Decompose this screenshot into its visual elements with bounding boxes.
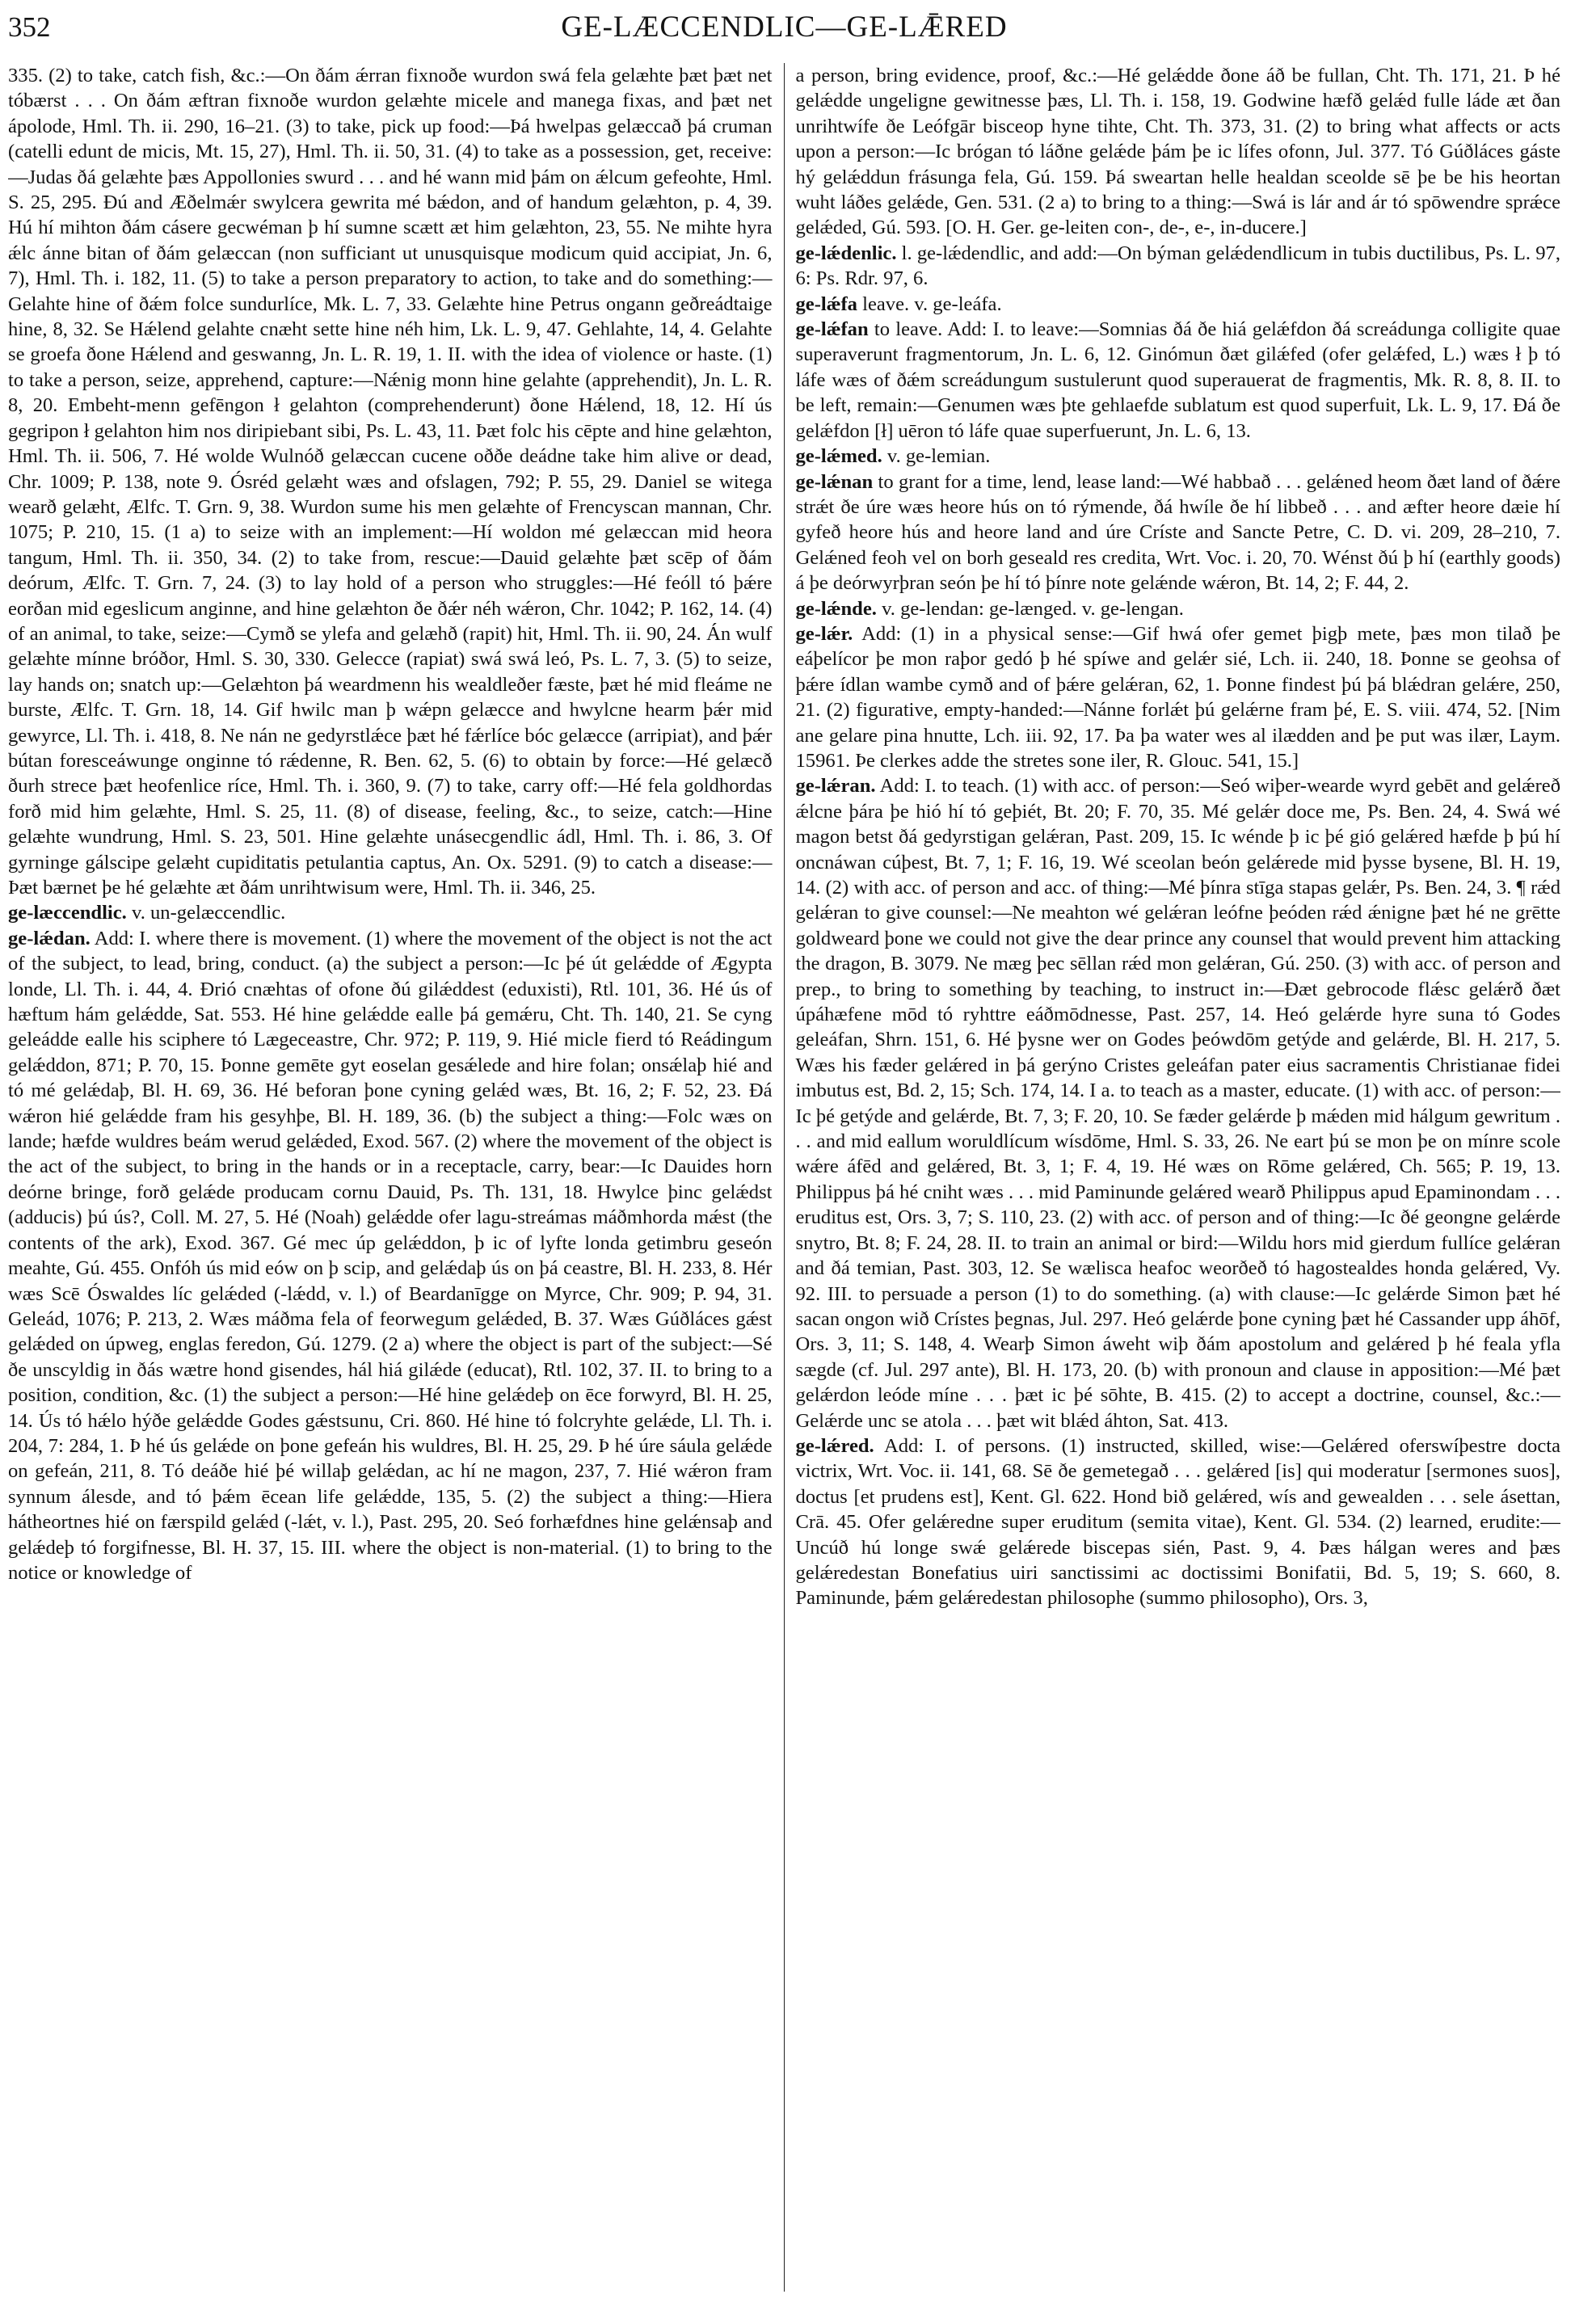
entry-text: l. ge-lǽdendlic, and add:—On býman gelǽdendlicum in tubis ductilibus, Ps. L. 97, 6: Ps. Rdr. 97, 6. [795, 242, 1560, 290]
entry-ge-laedan-continued [796, 63, 1561, 241]
entry-headword: ge-lǽred. [795, 1434, 874, 1457]
entry-ge-laered [796, 1433, 1561, 1611]
entry-ge-laeccan-continued [8, 63, 773, 900]
entry-ge-laedenlic [796, 241, 1561, 292]
entry-text: v. un-gelæccendlic. [126, 902, 286, 924]
entry-headword: ge-lǽr. [795, 622, 853, 645]
entry-text: 335. (2) to take, catch fish, &c.:—On ðám ǽrran fixnoðe wurdon swá fela gelæhte þæt þæt net tóbærst . . . On ðám æftran fixnoðe wurdon gelæhte micele and manega fixas, and þæt net ápolode, Hml. Th. ii. 290, 16–21. (3) to take, pick up food:—Þá hwelpas gelæccað þá cruman (catelli edunt de micis, Mt. 15, 27), Hml. Th. ii. 50, 31. (4) to take as a possession, get, receive:—Judas ðá gelæhte þæs Appollonies swurd . . . and hé wann mid þám on ǽlcum gefeohte, Hml. S. 25, 295. Ðú and Æðelmǽr swylcera gewrita mé bǽdon, and of handum gelæhton, p. 4, 39. Hú hí mihton ðám cásere gecwéman þ hí sumne scætt æt him gelæhton, 23, 55. Ne mihte hyra ǽlc ánne bitan of ðám gelæccan (non sufficiant ut unusquisque modicum quid accipiat, Jn. 6, 7), Hml. Th. i. 182, 11. (5) to take a person preparatory to action, to take and do something:—Gelahte hine of ðǽm folce sundurlíce, Mk. L. 7, 33. Gelæhte hine Petrus ongann geðreádtaige hine, 8, 32. Se Hǽlend gelahte cnæht sette hine néh him, Lk. L. 9, 47. Gehlahte, 14, 4. Gelahte se groefa ðone Hǽlend and geswanng, Jn. L. R. 19, 1. II. with the idea of violence or haste. (1) to take a person, seize, apprehend, capture:—Nǽnig monn hine gelahte (apprehendit), Jn. L. R. 8, 20. Embeht-menn gefēngon ł gelahton (comprehenderunt) ðone Hǽlend, 18, 12. Hí ús gegripon ł gelahton him nos diripiebant sibi, Ps. L. 43, 11. Þæt folc his cēpte and hine gelæhton, Hml. Th. ii. 506, 7. Hé wolde Wulnóð gelæccan cucene oððe deádne take him alive or dead, Chr. 1009; P. 138, note 9. Ósréd gelæht wæs and ofslagen, 792; P. 55, 29. Daniel se witega wearð gelæht, Ælfc. T. Grn. 9, 38. Wurdon sume his men gelæhte of Frencyscan mannan, Chr. 1075; P. 210, 15. (1 a) to seize with an implement:—Hí woldon mé gelæccan mid heora tangum, Hml. Th. ii. 350, 34. (2) to take from, rescue:—Dauid gelæhte þæt scēp of ðám deórum, Ælfc. T. Grn. 7, 24. (3) to lay hold of a person who struggles:—Hé feóll tó þǽre eorðan mid egeslicum anginne, and hine gelæhton ðe ðǽr néh wǽron, Chr. 1042; P. 162, 14. (4) of an animal, to take, seize:—Cymð se ylefa and gelæhð (rapit) hit, Hml. Th. ii. 90, 24. Án wulf gelæhte mínne bróðor, Hml. S. 30, 330. Gelecce (rapiat) swá swá leó, Ps. L. 7, 3. (5) to seize, lay hands on; snatch up:—Gelæhton þá weardmenn his wealdleðer fæste, þæt hé mid fleáme ne burste, Ælfc. T. Grn. 18, 14. Gif hwilc man þ wǽpn gelæcce and hwylcne hearm þǽr mid gewyrce, Ll. Th. i. 418, 8. Ne nán ne gedyrstlǽce þæt hé fǽrlíce bóc gelæcce (arripiat), and þǽr bútan foresceáwunge onginne tó rǽdenne, R. Ben. 62, 5. (6) to obtain by force:—Hé gelæcð ðurh strece þæt heofenlice ríce, Hml. Th. i. 360, 9. (7) to take, carry off:—Hé fela goldhordas forð mid him gelæhte, Hml. S. 25, 11. (8) of disease, feeling, &c., to seize, catch:—Hine gelæhte wundrung, Hml. S. 23, 501. Hine gelæhte unásecgendlic ádl, Hml. Th. i. 86, 3. Of gyrninge gálscipe gelæht cupiditatis petulantia captus, An. Ox. 5291. (9) to catch a disease:—Þæt bærnet þe hé gelæhte æt ðám unrihtwisum were, Hml. Th. ii. 346, 25. [8, 65, 773, 899]
entry-headword: ge-læccendlic. [8, 902, 127, 924]
entry-ge-laer [796, 621, 1561, 773]
entry-ge-laemed [796, 444, 1561, 469]
entry-text: Add: I. of persons. (1) instructed, skilled, wise:—Gelǽred oferswíþestre docta victrix, Wrt. Voc. ii. 141, 68. Sē ðe gemetegað . . . gelǽred [is] qui moderatur [sermones suos], doctus [et prudens est], Kent. Gl. 622. Hond bið gelǽred, wís and gewealden . . . sele ásettan, Crā. 45. Ofer gelǽredne super eruditum (semita vitae), Kent. Gl. 534. (2) learned, erudite:—Uncúð hú longe swǽ gelǽrede biscepas sién, Past. 9, 4. Þæs hálgan weres and þæs gelǽredestan Bonefatius uiri sanctissimi ac doctissimi Bonifatii, Bd. 5, 19; S. 660, 8. Paminunde, þǽm gelǽredestan philosophe (summo philosopho), Ors. 3, [795, 1434, 1560, 1610]
entry-ge-laefan [796, 317, 1561, 444]
entry-headword: ge-lǽfan [795, 318, 869, 341]
entry-text: Add: (1) in a physical sense:—Gif hwá ofer gemet þigþ mete, þæs mon tilað þe eáþelícor þe mon raþor gedó þ hé spíwe and gelǽr sié, Lch. ii. 240, 18. Þonne se geohsa of þǽre ídlan wambe cymð and of þǽre gelǽran, 62, 1. Þonne findest þú þá blǽdran gelǽre, 250, 21. (2) figurative, empty-handed:—Nánne forlǽt þú gelǽrne fram þé, E. S. viii. 474, 52. [Nim ane gelare pina hnutte, Lch. iii. 92, 17. Þa þa water wes al ilædden and þe put was ilær, Laym. 15961. Þe clerkes adde the stretes sone iler, R. Glouc. 541, 15.] [795, 622, 1560, 772]
entry-headword: ge-lǽfa [795, 293, 857, 315]
entry-text: to leave. Add: I. to leave:—Somnias ðá ðe hiá gelǽfdon ðá screádunga colligite quae superaverunt fragmentorum, Jn. L. 6, 12. Ginómun ðæt gilǽfed (ofer gelǽfed, L.) wæs ł þ tó láfe wæs of ðǽm screádungum sustulerunt quod superauerat de fragmentis, Mk. R. 8, 8. II. to be left, remain:—Genumen wæs þte gehlaefde sublatum est quod superfuit, Lk. L. 9, 17. Ðá ðe gelǽfdon [ł] uēron tó láfe quae superfuerunt, Jn. L. 6, 13. [795, 318, 1560, 442]
entry-ge-laefa [796, 292, 1561, 317]
entry-headword: ge-lǽmed. [795, 445, 882, 468]
entry-headword: ge-lǽdenlic. [795, 242, 897, 264]
entry-headword: ge-lǽdan. [8, 927, 91, 949]
entry-headword: ge-lǽnan [795, 470, 874, 493]
entry-headword: ge-lǽran. [795, 775, 876, 798]
entry-ge-laedan [8, 926, 773, 1586]
page-header [8, 10, 1560, 57]
left-column [8, 63, 785, 2292]
entry-text: v. ge-lendan: ge-længed. v. ge-lengan. [876, 597, 1184, 620]
page-number: 352 [8, 11, 51, 43]
two-column-body [8, 63, 1560, 2292]
right-column [785, 63, 1561, 2292]
entry-ge-laende [796, 596, 1561, 621]
entry-text: v. ge-lemian. [882, 445, 991, 468]
entry-text: leave. v. ge-leáfa. [857, 293, 1002, 315]
entry-ge-laeran [796, 773, 1561, 1433]
entry-text: Add: I. to teach. (1) with acc. of person:—Seó wiþer-wearde wyrd gebēt and gelǽreð ǽlcne þára þe hió hí tó geþiét, Bt. 20; F. 70, 35. Mé gelǽr doce me, Ps. Ben. 24, 4. Swá wé magon betst ðá gedyrstigan gelǽran, Past. 209, 15. Ic wénde þ ic þé gió gelǽred hæfde þ þú hí oncnáwan cúþest, Bt. 7, 1; F. 16, 19. Wé sceolan beón gelǽrede mid þysse bysene, Bl. H. 19, 14. (2) with acc. of person and acc. of thing:—Mé þínra stīga stapas gelǽr, Ps. Ben. 24, 3. ¶ rǽd gelǽran to give counsel:—Ne meahton wé gelǽran leófne þeóden rǽd ǽnigne þæt hé ne grētte goldweard þone we could not give the dear prince any counsel that would prevent him attacking the dragon, B. 3079. Ne mæg þec sēllan rǽd mon gelǽran, Gú. 250. (3) with acc. of person and prep., to bring to something by teaching, to instruct in:—Ðæt gebrocode flǽsc gelǽrð ðæt úpáhæfene mōd tó ryhttre eáðmōdnesse, Past. 257, 14. Heó gelǽrde hyre suna tó Godes geleáfan, Shrn. 151, 6. Hé þysne wer on Godes þeówdōm getýde and gelǽrde, Bl. H. 217, 5. Wæs his fæder gelǽred in þá gerýno Cristes geleáfan pater eius sacramentis Christianae fidei imbutus est, Bd. 2, 15; Sch. 174, 14. I a. to teach as a master, educate. (1) with acc. of person:—Ic þé getýde and gelǽrde, Bt. 7, 3; F. 20, 10. Se fæder gelǽrde þ mǽden mid hálgum gewritum . . . and mid eallum woruldlícum wísdōme, Hml. S. 33, 26. Ne eart þú se mon þe on mínre scole wǽre áfēd and gelǽred, Bt. 3, 1; F. 4, 19. Hé wæs on Rōme gelǽred, Ch. 565; P. 19, 13. Philippus þá hé cniht wæs . . . mid Paminunde gelǽred wearð Philippus apud Epaminondam . . . eruditus est, Ors. 3, 7; S. 110, 23. (2) with acc. of person and of thing:—Ic ðé geongne gelǽrde snytro, Bt. 8; F. 24, 28. II. to train an animal or bird:—Wildu hors mid gierdum fullíce gelǽran and ðá temian, Past. 303, 12. Se wælisca heafoc weorðeð tó hagostealdes honda gelǽred, Vy. 92. III. to persuade a person (1) to do something. (a) with clause:—Ic gelǽrde Simon þæt hé sacan ongon wið Crístes þegnas, Jul. 297. Heó gelǽrde þone cyning þæt hé Cassander upp áhōf, Ors. 3, 11; S. 148, 4. Wearþ Simon áweht wiþ ðám apostolum and gelǽred þ hé feala yfla sægde (cf. Jul. 297 ante), Bl. H. 173, 20. (b) with pronoun and clause in apposition:—Mé þæt gelǽrdon leóde míne . . . þæt ic þé sōhte, B. 415. (2) to accept a doctrine, counsel, &c.:—Gelǽrde unc se atola . . . þæt wit blǽd áhton, Sat. 413. [795, 775, 1560, 1432]
entry-text: a person, bring evidence, proof, &c.:—Hé gelǽdde ðone áð be fullan, Cht. Th. 171, 21. Þ hé gelǽdde ungeligne gewitnesse þæs, Ll. Th. i. 158, 19. Godwine hæfð gelǽd fulle láde æt ðan unrihtwífe ðe Leófgār bisceop hyne tihte, Cht. Th. 373, 31. (2) to bring what affects or acts upon a person:—Ic brógan tó láðne gelǽde þám þe ic lífes ofonn, Jul. 377. Tó Gúðláces gáste hý gelǽddun frásunga fela, Gú. 159. Þá sweartan helle healdan sceolde sē þe be his heortan wuht láðes gelǽde, Gen. 531. (2 a) to bring to a thing:—Swá is lár and ár tó spōwendre sprǽce gelǽded, Gú. 593. [O. H. Ger. ge-leiten con-, de-, e-, in-ducere.] [795, 65, 1560, 239]
entry-headword: ge-lǽnde. [795, 597, 877, 620]
entry-text: to grant for a time, lend, lease land:—Wé habbað . . . gelǽned heom ðæt land of ðǽre strǽt ðe úre wæs heore hús on tó rýmende, ðá hwíle ðe hí libbeð . . . and æfter heore dæie hí gyfeð heore hús and heore land and úre Críste and Sancte Petre, C. D. vi. 209, 28–210, 7. Gelǽned feoh vel on borh geseald res credita, Wrt. Voc. i. 20, 70. Wénst ðú þ hí (earthly goods) á þe deórwyrþran seón þe hí tó þínre note gelǽnde wǽron, Bt. 14, 2; F. 44, 2. [795, 470, 1560, 595]
entry-ge-laeccendlic [8, 900, 773, 925]
running-head: GE-LÆCCENDLIC—GE-LǢRED [561, 11, 1008, 44]
entry-ge-laenan [796, 469, 1561, 596]
entry-text: Add: I. where there is movement. (1) where the movement of the object is not the act of the subject, to lead, bring, conduct. (a) the subject a person:—Ic þé út gelǽdde of Ægypta londe, Ll. Th. i. 44, 4. Ðrió cnæhtas of ofone ðú gilǽddest (eduxisti), Rtl. 101, 36. Hé ús of hæftum hám gelǽdde, Sat. 553. Hé hine gelǽdde ealle þá gemǽru, Cht. Th. 140, 21. Se cyng geleádde ealle his sciphere tó Lægeceastre, Chr. 972; P. 119, 9. Hié micle fierd tó Reádingum gelǽddon, 871; P. 70, 15. Þonne gemēte gyt eoselan gesǽlede and hire folan; onsǽlaþ hié and tó mé gelǽdaþ, Bl. H. 69, 36. Hé beforan þone cyning gelǽd wæs, Bt. 16, 2; F. 52, 23. Ðá wǽron hié gelǽdde fram his gesyhþe, Bl. H. 189, 36. (b) the subject a thing:—Folc wæs on lande; hæfde wuldres beám werud gelǽded, Exod. 567. (2) where the movement of the object is the act of the subject, to bring in the hands or in a receptacle, carry, bear:—Ic Dauides horn deórne bringe, forð gelǽde producam cornu Dauid, Ps. Th. 131, 18. Hwylce þinc gelǽdst (adducis) þú ús?, Coll. M. 27, 5. Hé (Noah) gelǽdde ofer lagu-streámas máðmhorda mǽst (the contents of the ark), Exod. 367. Gé mec úp gelǽddon, þ ic of lyfte londa getimbru geseón meahte, Gú. 455. Onfóh ús mid eów on þ scip, and gelǽdaþ ús on þá ceastre, Bl. H. 233, 8. Hér wæs Scē Óswaldes líc gelǽded (-lǽdd, v. l.) of Beardanīgge on Myrce, Chr. 909; P. 94, 31. Geleád, 1076; P. 213, 2. Wæs máðma fela of feorwegum gelǽded, B. 37. Wæs Gúðláces gǽst gelǽded on úpweg, englas feredon, Gú. 1279. (2 a) where the object is part of the subject:—Sé ðe unscyldig in ðás wætre hond gisendes, hál hiá gilǽde (educat), Rtl. 102, 37. II. to bring to a position, condition, &c. (1) the subject a person:—Hé hine gelǽdeþ on ēce forwyrd, Bl. H. 25, 14. Ús tó hǽlo hýðe gelǽdde Godes gǽstsunu, Cri. 860. Hé hine tó folcryhte gelǽde, Ll. Th. i. 204, 7: 284, 1. Þ hé ús gelǽde on þone gefeán his wuldres, Bl. H. 25, 29. Þ hé úre sáula gelǽde on gefeán, 211, 8. Tó deáðe hié þé willaþ gelǽdan, ac hí ne magon, 237, 7. Hié wǽron fram synnum álesde, and tó þǽm ēcean life gelǽdde, 135, 5. (2) the subject a thing:—Hiera hátheortnes hié on færspild gelǽd (-lǽt, v. l.), Past. 295, 20. Seó forhæfdnes hine gelǽnsaþ and gelǽdeþ tó forgifnesse, Bl. H. 37, 15. III. where the object is non-material. (1) to bring to the notice or knowledge of [8, 927, 773, 1584]
